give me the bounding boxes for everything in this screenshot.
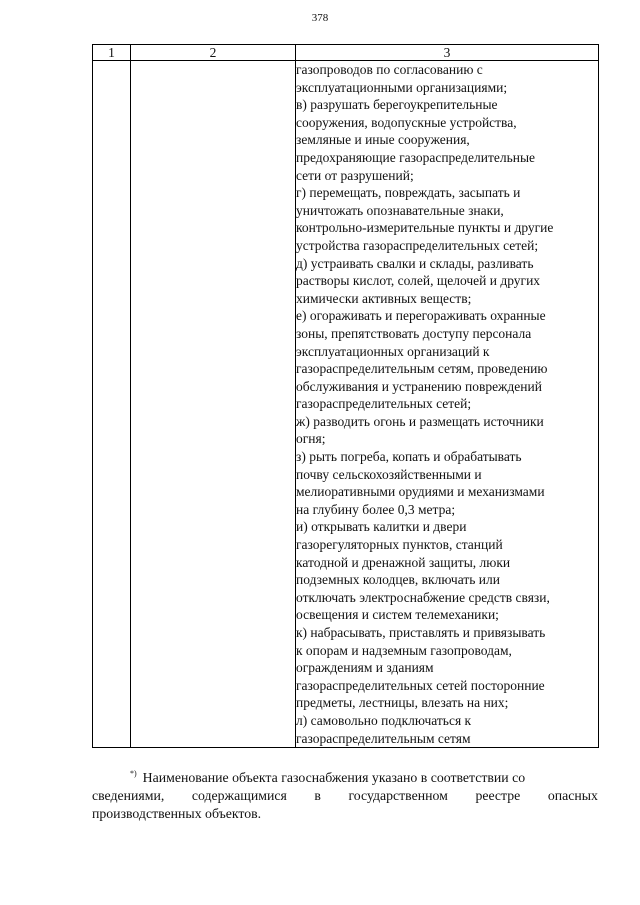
footnote: [92, 765, 598, 823]
footnote-word: реестре: [475, 788, 521, 803]
text-line: и) открывать калитки и двери: [296, 519, 467, 535]
text-line: химически активных веществ;: [296, 290, 472, 306]
text-line: д) устраивать свалки и склады, разливать: [296, 255, 534, 271]
text-line: сооружения, водопускные устройства,: [296, 114, 517, 130]
text-line: сети от разрушений;: [296, 167, 414, 183]
text-line: земляные и иные сооружения,: [296, 132, 470, 148]
text-line: подземных колодцев, включать или: [296, 572, 500, 588]
text-line: з) рыть погреба, копать и обрабатывать: [296, 449, 522, 465]
text-line: мелиоративными орудиями и механизмами: [296, 484, 545, 500]
text-line: е) огораживать и перегораживать охранные: [296, 308, 546, 324]
text-line: газораспределительным сетям, проведению: [296, 361, 548, 377]
footnote-word: опасных: [547, 788, 598, 803]
column-header-3: 3: [296, 45, 599, 61]
footnote-marker: *): [130, 769, 137, 778]
text-line: освещения и систем телемеханики;: [296, 607, 499, 623]
cell-text: [296, 61, 598, 747]
text-line: отключать электроснабжение средств связи,: [296, 589, 550, 605]
text-line: уничтожать опознавательные знаки,: [296, 202, 504, 218]
text-line: газораспределительных сетей посторонние: [296, 677, 545, 693]
text-line: предметы, лестницы, влезать на них;: [296, 695, 509, 711]
column-header-2: 2: [131, 45, 296, 61]
text-line: зоны, препятствовать доступу персонала: [296, 325, 532, 341]
text-line: г) перемещать, повреждать, засыпать и: [296, 185, 521, 201]
text-line: предохраняющие газораспределительные: [296, 149, 536, 165]
text-line: ограждениям и зданиям: [296, 660, 434, 676]
text-line: на глубину более 0,3 метра;: [296, 501, 456, 517]
text-line: огня;: [296, 431, 326, 447]
column-header-1: 1: [93, 45, 131, 61]
text-line: в) разрушать берегоукрепительные: [296, 97, 498, 113]
text-line: к) набрасывать, приставлять и привязывать: [296, 625, 546, 640]
footnote-word: сведениями,: [92, 788, 165, 803]
text-line: газораспределительным сетям: [296, 730, 471, 746]
footnote-line: [92, 765, 598, 787]
table-cell-col2: [131, 61, 296, 748]
table-cell-col1: [93, 61, 131, 748]
text-line: растворы кислот, солей, щелочей и других: [296, 273, 541, 289]
text-line: ж) разводить огонь и размещать источники: [296, 413, 544, 429]
text-line: к опорам и надземным газопроводам,: [296, 642, 512, 658]
text-line: газопроводов по согласованию с: [296, 62, 483, 77]
text-line: газорегуляторных пунктов, станций: [296, 537, 503, 553]
page-number: 378: [311, 12, 329, 24]
footnote-word: содержащимися: [191, 788, 287, 803]
text-line: почву сельскохозяйственными и: [296, 466, 482, 482]
text-line: контрольно-измерительные пункты и другие: [296, 220, 554, 236]
document-table: [92, 44, 599, 748]
text-line: обслуживания и устранению повреждений: [296, 378, 542, 394]
text-line: эксплуатационными организациями;: [296, 79, 508, 95]
footnote-word: государственном: [348, 788, 448, 803]
table-cell-col3: [296, 61, 599, 748]
text-line: газораспределительных сетей;: [296, 396, 472, 412]
text-line: эксплуатационных организаций к: [296, 343, 490, 359]
text-line: л) самовольно подключаться к: [296, 712, 472, 728]
table-row: [93, 61, 599, 748]
table-header-row: [93, 45, 599, 61]
footnote-line: производственных объектов.: [92, 806, 262, 821]
footnote-line: [92, 787, 598, 805]
text-line: устройства газораспределительных сетей;: [296, 237, 539, 253]
footnote-word: в: [314, 788, 321, 803]
text-line: катодной и дренажной защиты, люки: [296, 554, 511, 570]
footnote-text: Наименование объекта газоснабжения указано в соответствии со: [142, 770, 526, 785]
